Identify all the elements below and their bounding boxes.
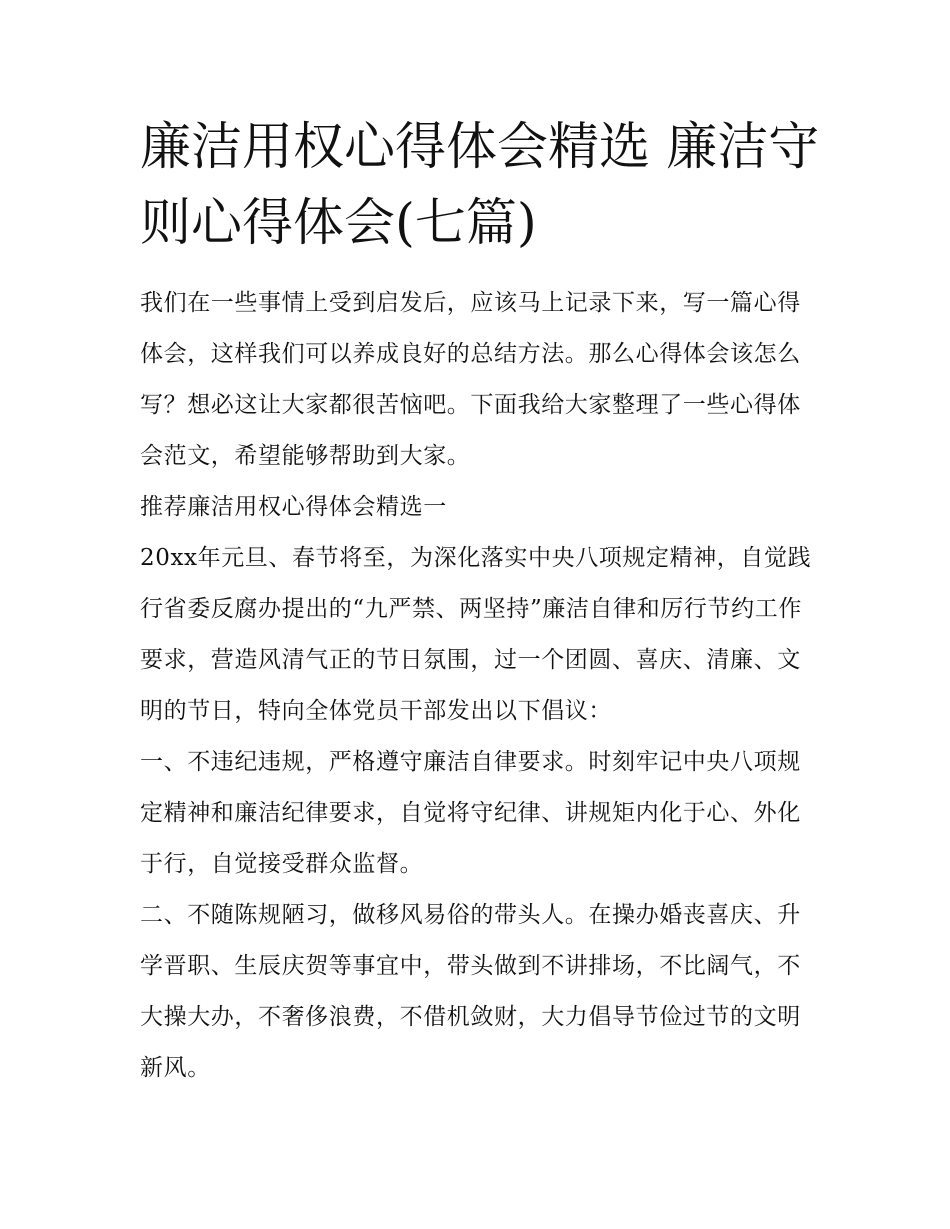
body-paragraph: 20xx年元旦、春节将至，为深化落实中央八项规定精神，自觉践行省委反腐办提出的“九严禁、两坚持”廉洁自律和厉行节约工作要求，营造风清气正的节日氛围，过一个团圆、喜庆、清廉、文明的节日，特向全体党员干部发出以下倡议： [140,545,812,724]
body-paragraph: 二、不随陈规陋习，做移风易俗的带头人。在操办婚丧喜庆、升学晋职、生辰庆贺等事宜中，带头做到不讲排场，不比阔气，不大操大办，不奢侈浪费，不借机敛财，大力倡导节俭过节的文明新风。 [140,902,801,1081]
document-title: 廉洁用权心得体会精选 廉洁守则心得体会(七篇) [140,118,820,253]
section-heading: 推荐廉洁用权心得体会精选一 [140,494,447,520]
body-paragraph: 一、不违纪违规，严格遵守廉洁自律要求。时刻牢记中央八项规定精神和廉洁纪律要求，自觉将守纪律、讲规矩内化于心、外化于行，自觉接受群众监督。 [140,749,801,877]
intro-paragraph: 我们在一些事情上受到启发后，应该马上记录下来，写一篇心得体会，这样我们可以养成良好的总结方法。那么心得体会该怎么写？想必这让大家都很苦恼吧。下面我给大家整理了一些心得体会范文，希望能够帮助到大家。 [140,290,801,469]
document-page [140,110,820,1094]
